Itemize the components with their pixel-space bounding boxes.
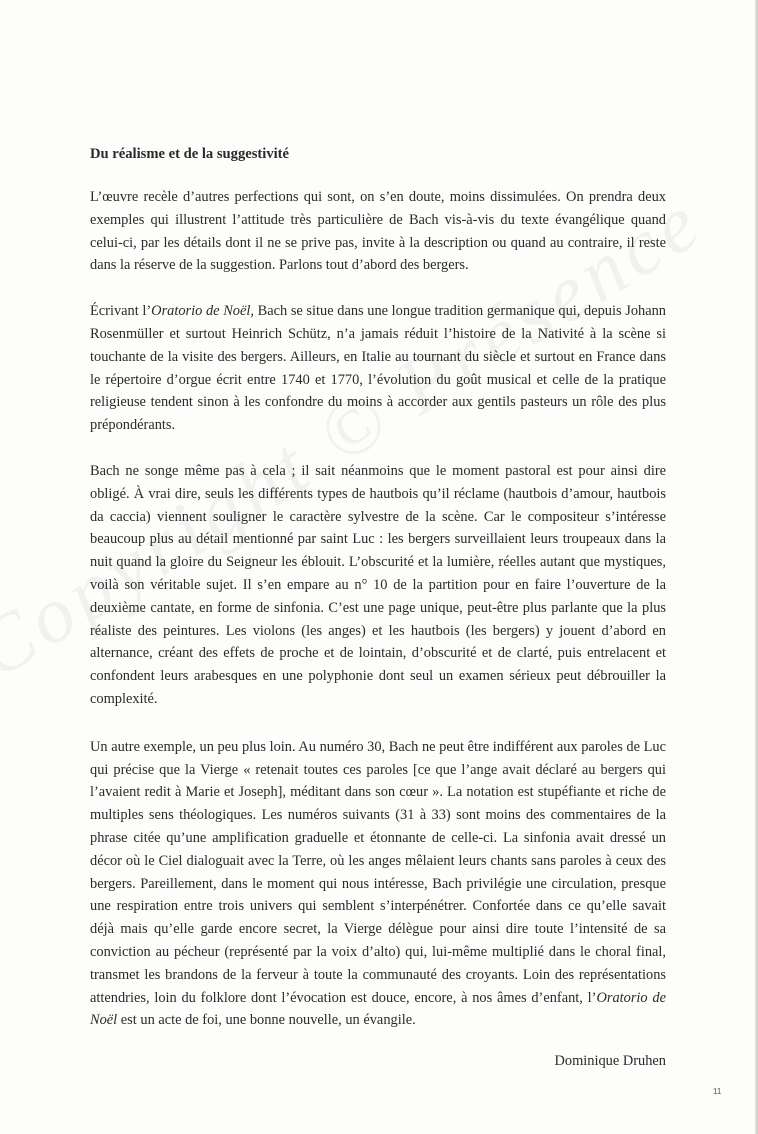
paragraph-text: Bach ne songe même pas à cela ; il sait néanmoins que le moment pastoral est pour ainsi dire obligé. À vrai dire, seuls les différents types de hautbois qu’il réclame (hautbois d’amour, hautbois da caccia) viennent souligner le caractère sylvestre de la scène. Car le compositeur s’intéresse beaucoup plus au détail mentionné par saint Luc : les bergers surveillaient leurs troupeaux dans la nuit quand la gloire du Seigneur les éblouit. L’obscurité et la lumière, réelles autant que mystiques, voilà son véritable sujet. Il s’en empare au n° 10 de la partition pour en faire l’ouverture de la deuxième cantate, en forme de sinfonia. C’est une page unique, peut-être plus parlante que la plus réaliste des peintures. Les violons (les anges) et les hautbois (les bergers) y jouent d’abord en alternance, créant des effets de proche et de lointain, d’obscurité et de clarté, puis entrelacent et confondent leurs arabesques en une polyphonie dont seul un examen sérieux peut débrouiller la complexité. bbox=[90, 462, 666, 707]
paragraph bbox=[90, 186, 666, 277]
paragraph-text: Un autre exemple, un peu plus loin. Au numéro 30, Bach ne peut être indifférent aux paroles de Luc qui précise que la Vierge « retenait toutes ces paroles [ce que l’ange avait déclaré au bergers qui l’avaient redit à Marie et Joseph], méditant dans son cœur ». La notation est stupéfiante et riche de multiples sens théologiques. Les numéros suivants (31 à 33) sont moins des commentaires de la phrase citée qu’une amplification graduelle et étonnante de celle-ci. La sinfonia avait dressé un décor où le Ciel dialoguait avec la Terre, où les anges mêlaient leurs chants sans paroles à ceux des bergers. Pareillement, dans le moment qui nous intéresse, Bach privilégie une circulation, presque une respiration entre trois univers qui semblent s’interpénétrer. Confortée dans ce qu’elle savait déjà mais qu’elle garde encore secret, la Vierge délègue pour ainsi dire toute l’intensité de sa conviction au pécheur (représenté par la voix d’alto) qui, lui-même multiplié dans le choral final, transmet les brandons de la ferveur à toute la communauté des croyants. Loin des représentations attendries, loin du folklore dont l’évocation est douce, encore, à nos âmes d’enfant, l’ bbox=[90, 738, 666, 1006]
page-number: 11 bbox=[713, 1087, 722, 1096]
paragraph-text: L’œuvre recèle d’autres perfections qui sont, on s’en doute, moins dissimulées. On prendra deux exemples qui illustrent l’attitude très particulière de Bach vis-à-vis du texte évangélique quand celui-ci, par les détails dont il ne se prive pas, invite à la description ou quand au contraire, il reste dans la réserve de la suggestion. Parlons tout d’abord des bergers. bbox=[90, 189, 666, 274]
paragraph bbox=[90, 300, 666, 437]
article-body bbox=[90, 146, 666, 1070]
paragraph bbox=[90, 460, 666, 711]
paragraph bbox=[90, 736, 666, 1032]
italic-title-text: Oratorio de Noël bbox=[90, 989, 666, 1029]
author-signature: Dominique Druhen bbox=[554, 1053, 666, 1070]
italic-title-text: Oratorio de Noël, bbox=[151, 303, 254, 320]
paragraph-text: est un acte de foi, une bonne nouvelle, un évangile. bbox=[117, 1012, 416, 1029]
paragraph-text: Bach se situe dans une longue tradition germanique qui, depuis Johann Rosenmüller et surtout Heinrich Schütz, n’a jamais réduit l’histoire de la Nativité à la scène si touchante de la visite des bergers. Ailleurs, en Italie au tournant du siècle et surtout en France dans le répertoire d’orgue écrit entre 1740 et 1770, l’évolution du goût musical et celle de la pratique religieuse tendent sinon à les confondre du moins à accorder aux gentils pasteurs un rôle des plus prépondérants. bbox=[90, 303, 666, 434]
section-heading: Du réalisme et de la suggestivité bbox=[90, 146, 290, 162]
paragraph-text: Écrivant l’ bbox=[90, 303, 152, 320]
